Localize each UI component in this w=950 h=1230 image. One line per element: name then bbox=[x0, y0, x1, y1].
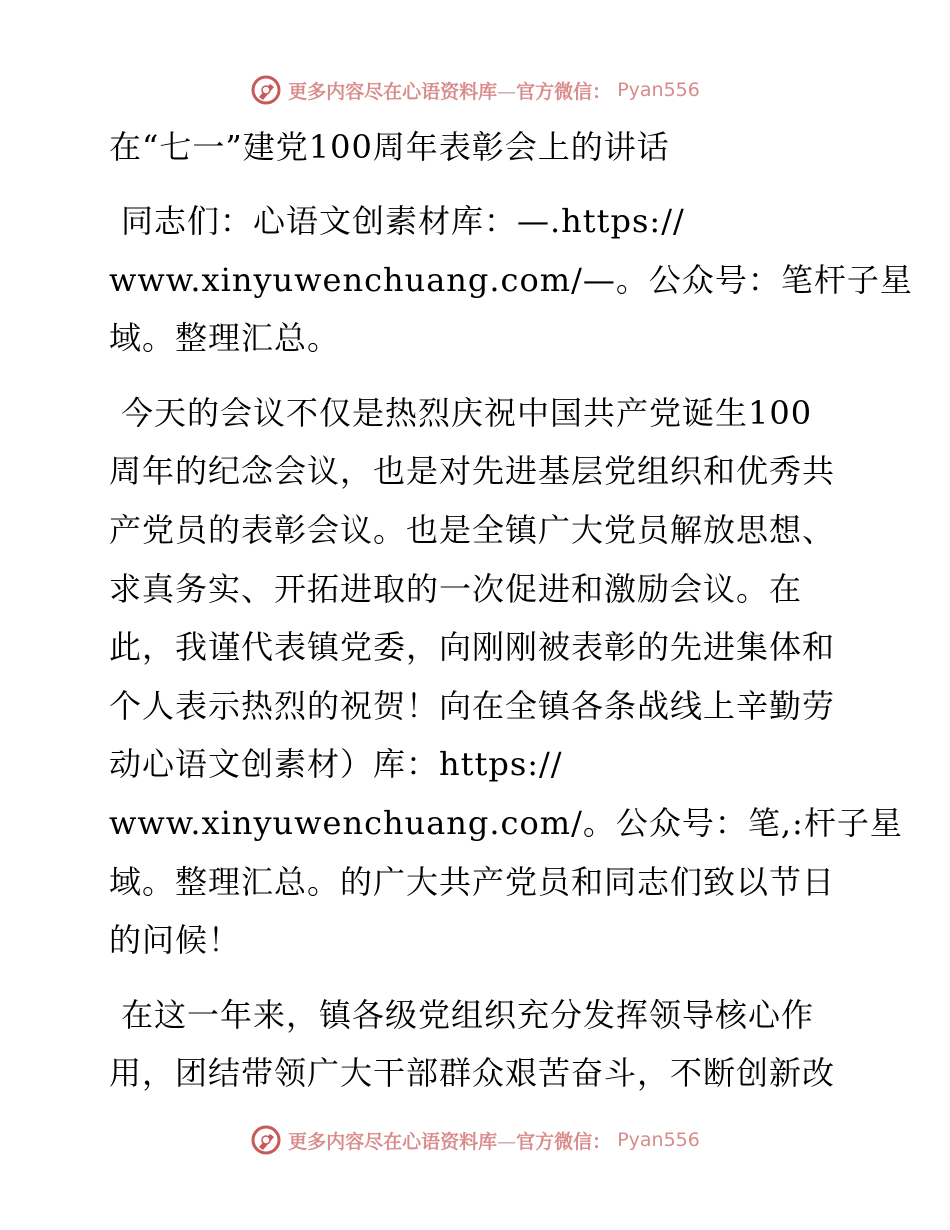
watermark-site: 更多内容尽在心语资料库—官方微信： bbox=[288, 80, 612, 103]
pen-seal-icon bbox=[250, 74, 282, 106]
text-line: 动心语文创素材）库：https:// bbox=[109, 745, 563, 784]
paragraph-3 bbox=[97, 986, 857, 1103]
text-line: 个人表示热烈的祝贺！向在全镇各条战线上辛勤劳 bbox=[109, 686, 836, 725]
text-line: 求真务实、开拓进取的一次促进和激励会议。在 bbox=[109, 569, 803, 608]
text-line: 的问候！ bbox=[109, 921, 242, 960]
paragraph-1 bbox=[97, 192, 913, 368]
text-line: 产党员的表彰会议。也是全镇广大党员解放思想、 bbox=[109, 510, 836, 549]
text-line: www.xinyuwenchuang.com/—。公众号：笔杆子星 bbox=[109, 260, 913, 299]
watermark-wechat-id: Pyan556 bbox=[617, 1129, 700, 1151]
header-watermark bbox=[0, 70, 950, 110]
text-line: 域。整理汇总。 bbox=[109, 319, 341, 358]
paragraph-2 bbox=[97, 384, 903, 970]
text-line: 今天的会议不仅是热烈庆祝中国共产党诞生100 bbox=[121, 393, 813, 432]
text-line: 在这一年来，镇各级党组织充分发挥领导核心作 bbox=[121, 995, 815, 1034]
document-body bbox=[97, 118, 913, 1103]
text-line: 此，我谨代表镇党委，向刚刚被表彰的先进集体和 bbox=[109, 628, 836, 667]
watermark-wechat-id: Pyan556 bbox=[617, 79, 700, 101]
pen-seal-icon bbox=[250, 1124, 282, 1156]
text-line: www.xinyuwenchuang.com/。公众号：笔,:杆子星 bbox=[109, 803, 903, 842]
document-title: 在“七一”建党100周年表彰会上的讲话 bbox=[109, 128, 670, 166]
watermark-site: 更多内容尽在心语资料库—官方微信： bbox=[288, 1130, 612, 1153]
text-line: 域。整理汇总。的广大共产党员和同志们致以节日 bbox=[109, 862, 836, 901]
footer-watermark bbox=[0, 1120, 950, 1160]
text-line: 用，团结带领广大干部群众艰苦奋斗，不断创新改 bbox=[109, 1054, 836, 1093]
text-line: 同志们：心语文创素材库：—.https:// bbox=[121, 202, 685, 240]
text-line: 周年的纪念会议，也是对先进基层党组织和优秀共 bbox=[109, 452, 836, 491]
